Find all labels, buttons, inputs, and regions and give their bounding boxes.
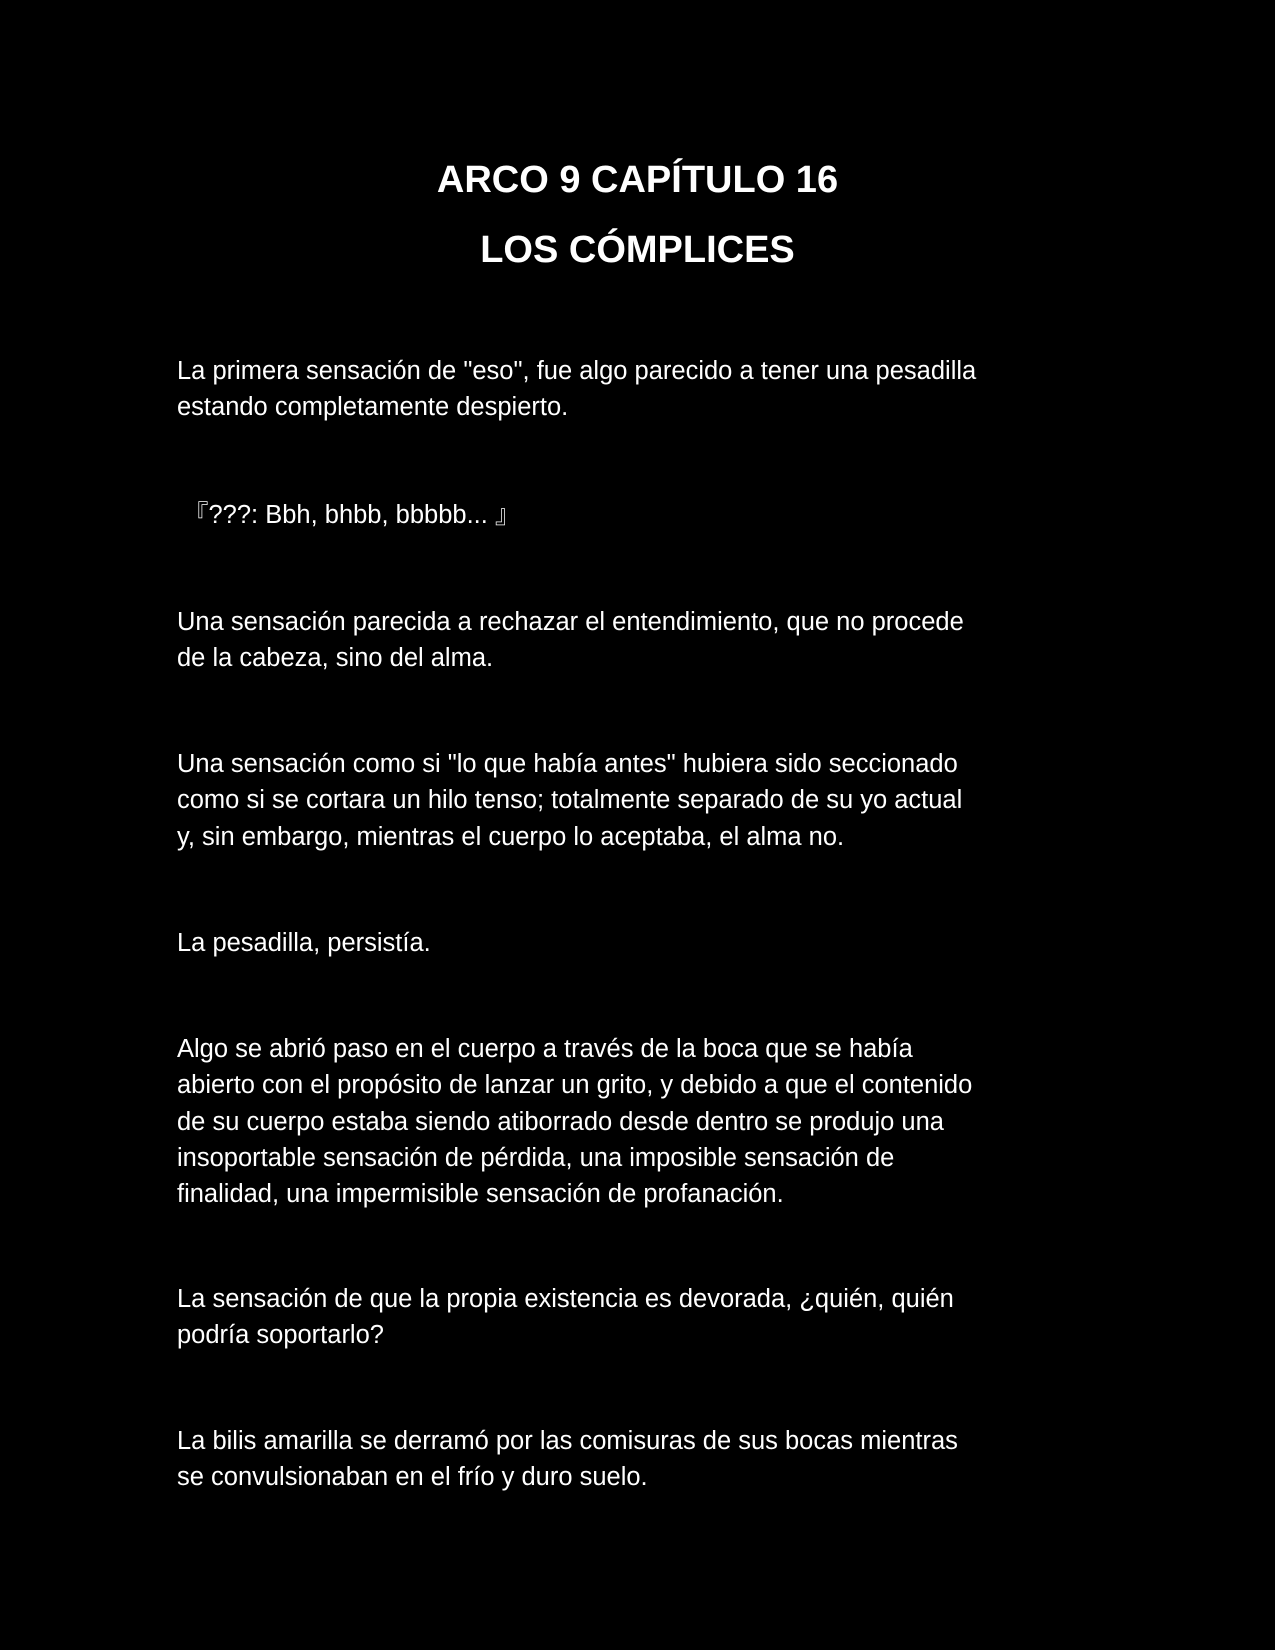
- paragraph-7: [177, 1423, 1107, 1496]
- text-line: de su cuerpo estaba siendo atiborrado desde dentro se produjo una: [177, 1107, 944, 1136]
- text-line: Una sensación parecida a rechazar el entendimiento, que no procede: [177, 608, 964, 636]
- paragraph-5: [177, 1031, 1107, 1212]
- text-line: insoportable sensación de pérdida, una imposible sensación de: [177, 1143, 895, 1172]
- chapter-number-heading: ARCO 9 CAPÍTULO 16: [436, 159, 839, 201]
- text-line: Algo se abrió paso en el cuerpo a través de la boca que se había: [177, 1035, 913, 1063]
- paragraph-6: [177, 1281, 1107, 1354]
- paragraph-3: [177, 746, 1107, 855]
- text-line: 『???: Bbh, bhbb, bbbbb... 』: [183, 501, 521, 529]
- chapter-name-heading: LOS CÓMPLICES: [480, 229, 795, 271]
- text-line: Una sensación como si "lo que había antes" hubiera sido seccionado: [177, 750, 958, 778]
- text-line: La bilis amarilla se derramó por las comisuras de sus bocas mientras: [177, 1427, 958, 1455]
- text-line: de la cabeza, sino del alma.: [177, 644, 494, 673]
- text-line: se convulsionaban en el frío y duro suelo.: [177, 1463, 648, 1492]
- text-line: estando completamente despierto.: [177, 393, 569, 422]
- paragraph-2: [177, 604, 1107, 677]
- text-line: La sensación de que la propia existencia es devorada, ¿quién, quién: [177, 1285, 954, 1313]
- text-line: como si se cortara un hilo tenso; totalmente separado de su yo actual: [177, 786, 963, 815]
- paragraph-1: [177, 353, 1107, 426]
- text-line: finalidad, una impermisible sensación de profanación.: [177, 1180, 784, 1209]
- dialogue-line: [183, 497, 1113, 533]
- text-line: La primera sensación de "eso", fue algo parecido a tener una pesadilla: [177, 357, 977, 385]
- text-line: y, sin embargo, mientras el cuerpo lo aceptaba, el alma no.: [177, 822, 845, 851]
- text-line: podría soportarlo?: [177, 1321, 384, 1350]
- chapter-title: [0, 145, 1275, 285]
- paragraph-4: [177, 925, 1107, 961]
- text-line: La pesadilla, persistía.: [177, 929, 431, 957]
- text-line: abierto con el propósito de lanzar un grito, y debido a que el contenido: [177, 1071, 973, 1100]
